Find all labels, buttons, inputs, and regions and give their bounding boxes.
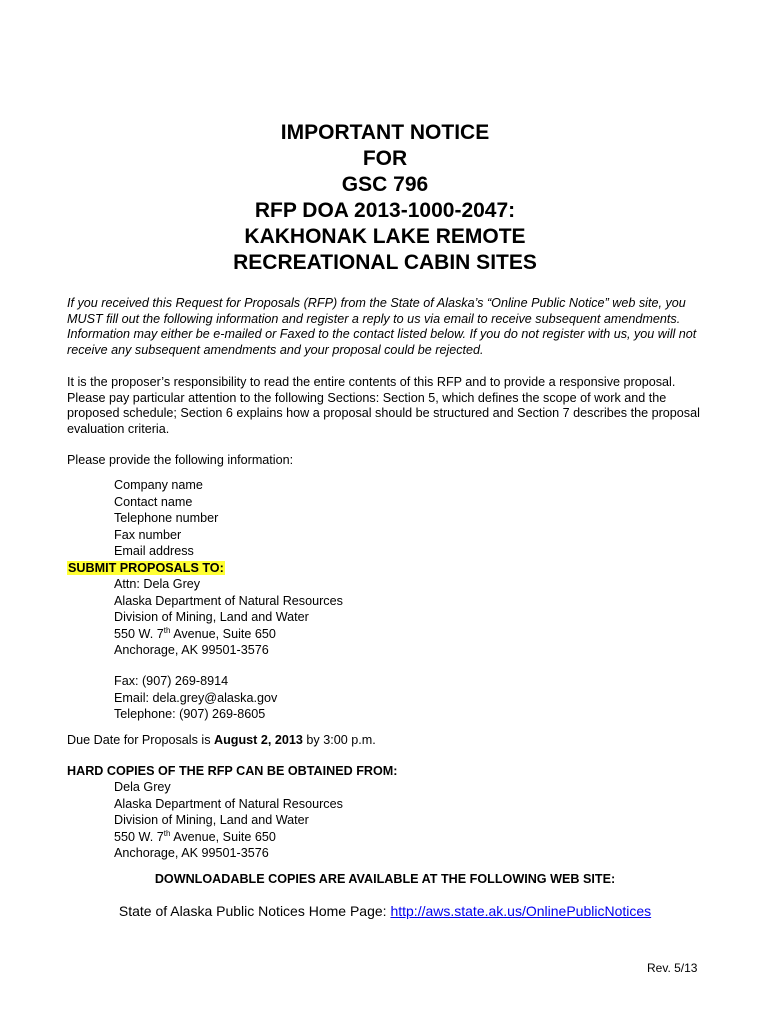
revision-label: Rev. 5/13 <box>647 961 698 975</box>
submit-heading <box>67 561 225 577</box>
website-label: State of Alaska Public Notices Home Page: <box>118 903 391 919</box>
street-number: 550 W. 7 <box>114 829 164 844</box>
list-item: Company name <box>114 478 203 492</box>
city-line: Anchorage, AK 99501-3576 <box>114 643 269 658</box>
due-time: by 3:00 p.m. <box>302 733 376 747</box>
street-name: Avenue, Suite 650 <box>170 829 276 844</box>
title-line: IMPORTANT NOTICE <box>280 121 490 144</box>
contact-name-line: Dela Grey <box>114 780 171 794</box>
provide-info-text: Please provide the following information: <box>67 453 294 467</box>
department-line: Alaska Department of Natural Resources <box>114 796 343 811</box>
street-name: Avenue, Suite 650 <box>170 626 276 641</box>
division-line: Division of Mining, Land and Water <box>114 813 309 828</box>
info-fields-list <box>114 477 218 560</box>
responsibility-paragraph: It is the proposer’s responsibility to read the entire contents of this RFP and to provide a responsive proposal. Please pay particular attention to the following Sections: Section 5, which defines the scope of work and the proposed schedule; Section 6 explains how a proposal should be structured and Section 7 describes the proposal evaluation criteria. <box>67 375 700 436</box>
attn-line: Attn: Dela Grey <box>114 577 201 591</box>
title-line: FOR <box>362 147 408 170</box>
title-line: RFP DOA 2013-1000-2047: <box>254 199 516 222</box>
public-notices-link[interactable]: http://aws.state.ak.us/OnlinePublicNotices <box>390 903 652 919</box>
due-date: August 2, 2013 <box>214 733 303 747</box>
list-item: Email address <box>114 544 194 559</box>
division-line: Division of Mining, Land and Water <box>114 610 309 625</box>
street-line <box>114 626 343 643</box>
city-line: Anchorage, AK 99501-3576 <box>114 846 269 861</box>
email-line: Email: dela.grey@alaska.gov <box>114 690 278 705</box>
download-heading: DOWNLOADABLE COPIES ARE AVAILABLE AT THE FOLLOWING WEB SITE: <box>154 872 616 886</box>
title-line: GSC 796 <box>341 173 429 196</box>
street-suffix: th <box>163 625 171 635</box>
street-number: 550 W. 7 <box>114 626 164 641</box>
street-line <box>114 829 343 846</box>
list-item: Fax number <box>114 527 182 542</box>
list-item: Contact name <box>114 494 193 509</box>
list-item: Telephone number <box>114 511 219 526</box>
submit-address <box>114 576 343 723</box>
hard-copies-heading: HARD COPIES OF THE RFP CAN BE OBTAINED FROM: <box>67 764 398 778</box>
phone-line: Telephone: (907) 269-8605 <box>114 707 266 722</box>
title-line: KAKHONAK LAKE REMOTE <box>244 225 526 248</box>
hard-copies-address <box>114 779 343 862</box>
street-suffix: th <box>163 828 171 838</box>
department-line: Alaska Department of Natural Resources <box>114 593 343 608</box>
due-date-prefix: Due Date for Proposals is <box>67 733 214 747</box>
due-date-line <box>67 733 376 749</box>
fax-line: Fax: (907) 269-8914 <box>114 673 229 688</box>
intro-paragraph: If you received this Request for Proposals (RFP) from the State of Alaska’s “Online Public Notice” web site, you MUST fill out the following information and register a reply to us via email to receive subsequent amendments. Information may either be e-mailed or Faxed to the contact listed below. If you do not register with us, you will not receive any subsequent amendments and your proposal could be rejected. <box>67 296 697 357</box>
notice-title <box>0 120 770 276</box>
website-line <box>0 903 770 919</box>
submit-heading-text: SUBMIT PROPOSALS TO: <box>68 561 224 575</box>
title-line: RECREATIONAL CABIN SITES <box>233 251 537 274</box>
